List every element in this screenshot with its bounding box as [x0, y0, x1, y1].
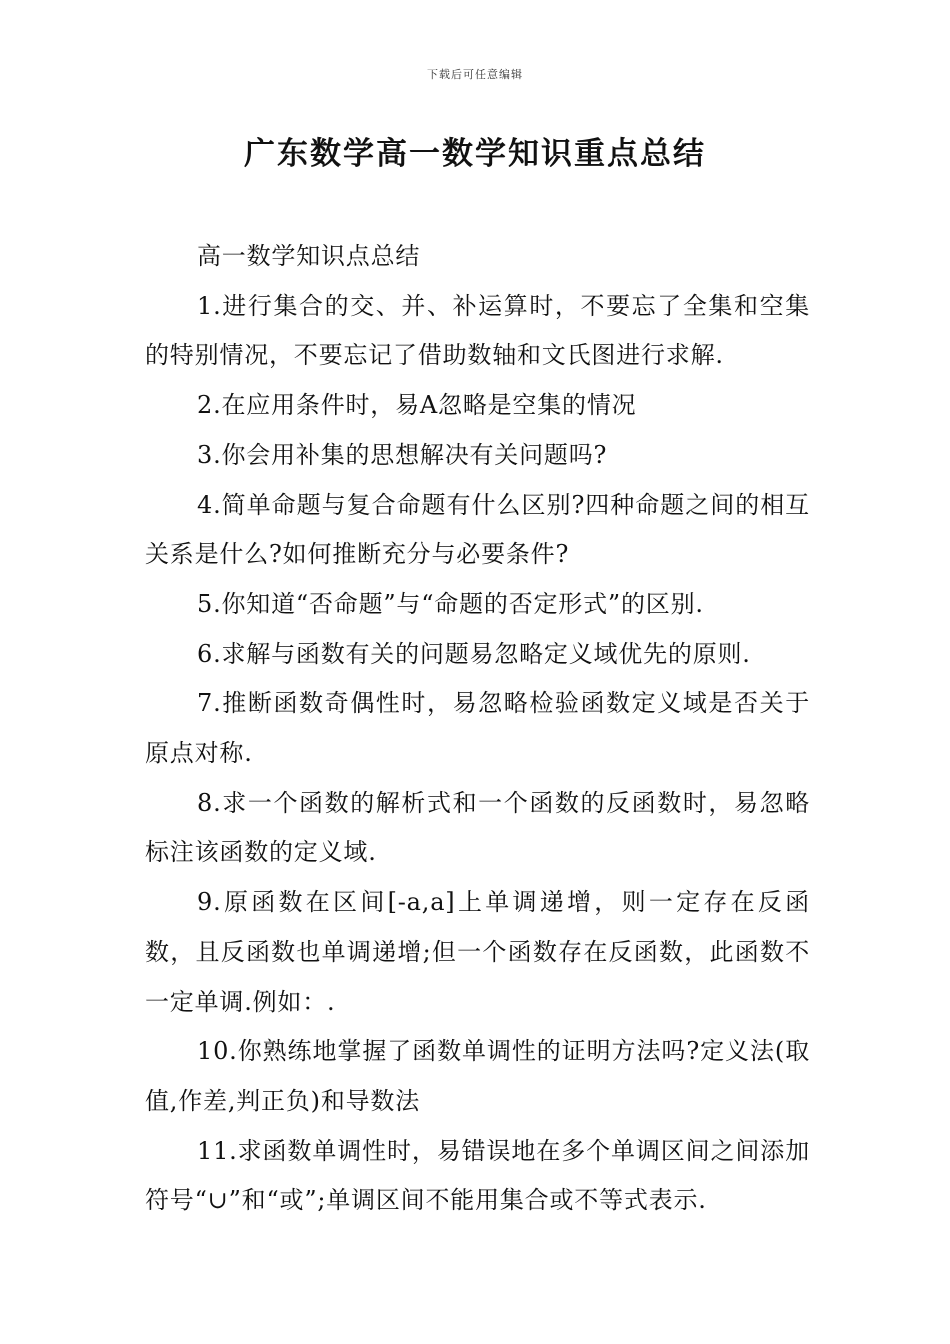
paragraph-item-4: 4.简单命题与复合命题有什么区别?四种命题之间的相互关系是什么?如何推断充分与必要条件? — [145, 490, 810, 569]
paragraph-item-2: 2.在应用条件时，易A忽略是空集的情况 — [197, 391, 637, 420]
section-heading: 高一数学知识点总结 — [197, 242, 421, 270]
paragraph-item-9: 9.原函数在区间[-a,a]上单调递增，则一定存在反函数，且反函数也单调递增;但一个函数存在反函数，此函数不一定单调.例如：. — [145, 888, 810, 1016]
paragraph-item-7: 7.推断函数奇偶性时，易忽略检验函数定义域是否关于原点对称. — [145, 689, 810, 768]
paragraph-item-11: 11.求函数单调性时，易错误地在多个单调区间之间添加符号“∪”和“或”;单调区间不能用集合或不等式表示. — [145, 1136, 810, 1215]
paragraph-item-10: 10.你熟练地掌握了函数单调性的证明方法吗?定义法(取值,作差,判正负)和导数法 — [145, 1037, 810, 1115]
paragraph-item-5: 5.你知道“否命题”与“命题的否定形式”的区别. — [197, 589, 704, 618]
paragraph-item-3: 3.你会用补集的思想解决有关问题吗? — [197, 440, 608, 469]
paragraph-item-8: 8.求一个函数的解析式和一个函数的反函数时，易忽略标注该函数的定义域. — [145, 788, 810, 867]
document-title: 广东数学高一数学知识重点总结 — [244, 136, 706, 172]
document-body — [145, 232, 810, 1226]
paragraph-item-1: 1.进行集合的交、并、补运算时，不要忘了全集和空集的特别情况，不要忘记了借助数轴和文氏图进行求解. — [145, 291, 810, 370]
paragraph-item-6: 6.求解与函数有关的问题易忽略定义域优先的原则. — [197, 639, 751, 668]
header-note: 下载后可任意编辑 — [427, 68, 523, 81]
